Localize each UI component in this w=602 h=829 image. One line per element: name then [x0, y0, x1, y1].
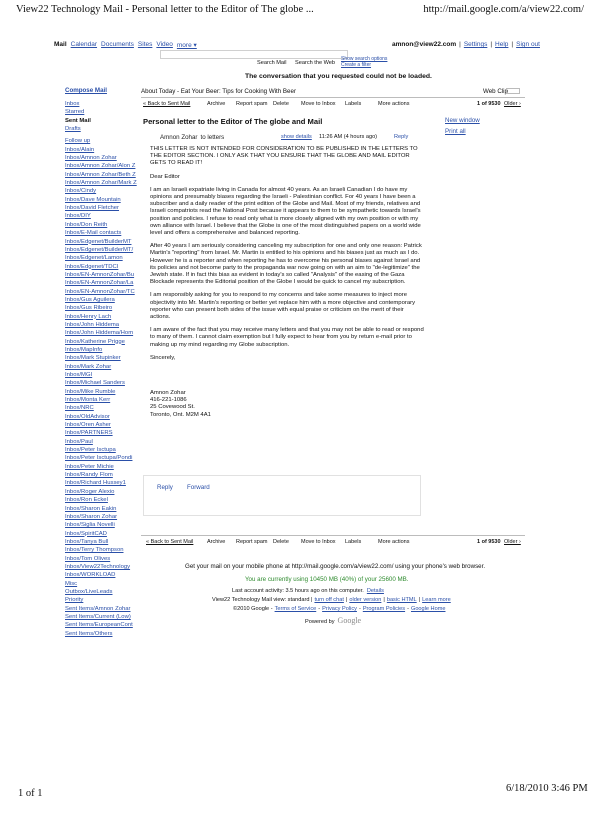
sidebar-item[interactable]: Inbox/PARTNERS: [65, 430, 113, 437]
print-all-link[interactable]: Print all: [445, 128, 466, 135]
signout-link[interactable]: Sign out: [516, 41, 540, 48]
help-link[interactable]: Help: [495, 41, 509, 48]
account-bar: amnon@view22.com | Settings | Help | Sign out: [392, 41, 540, 48]
message-paragraph: Dear Editor: [150, 173, 180, 180]
sidebar-item[interactable]: Inbox/Siglia Novelli: [65, 522, 115, 529]
message-paragraph: I am responsibly asking for you to respond to my concerns and take some measures to inject more objectivity into Mr. Martin's reporting or better yet replace him with a more objective and contemporary reporter who can present both sides of the issue with equal praise or criticism on the merit of their actions.: [150, 292, 416, 321]
web-clip-label: Web Clip: [483, 88, 508, 95]
powered-by-text: Powered by: [305, 619, 335, 625]
sidebar-item[interactable]: Inbox/Gus Aguilera: [65, 296, 115, 303]
sidebar-item[interactable]: Inbox/Don Reith: [65, 221, 108, 228]
sidebar-item[interactable]: Priority: [65, 597, 84, 604]
archive-button-top[interactable]: Archive: [207, 101, 226, 107]
web-clip-pager[interactable]: [506, 88, 520, 94]
nav-sites[interactable]: Sites: [137, 41, 153, 48]
sidebar-item[interactable]: Inbox/Edgenet/BuilderMT: [65, 238, 132, 245]
sidebar-item[interactable]: Inbox/Mike Rumble: [65, 388, 116, 395]
view-mode-text: View22 Technology Mail view: standard |: [212, 597, 313, 603]
sidebar-item[interactable]: Inbox/Peter Isctupa: [65, 447, 116, 454]
sidebar-item[interactable]: Inbox/Mark Zohar: [65, 363, 112, 370]
privacy-link[interactable]: Privacy Policy: [322, 606, 357, 612]
sidebar-item[interactable]: Inbox/Monta Kerr: [65, 397, 111, 404]
sidebar-item[interactable]: Inbox/Ron Eckel: [65, 497, 108, 504]
sidebar-item[interactable]: Sent Mail: [65, 117, 91, 124]
move-to-inbox-button-bottom[interactable]: Move to Inbox: [301, 539, 336, 545]
sidebar-item[interactable]: Inbox/Edgenet/Lamon: [65, 255, 123, 262]
account-email: amnon@view22.com: [392, 41, 457, 48]
sidebar-item[interactable]: Inbox/Michael Sanders: [65, 380, 125, 387]
sidebar-item[interactable]: Inbox/Cindy: [65, 188, 97, 195]
terms-link[interactable]: Terms of Service: [274, 606, 317, 612]
archive-button-bottom[interactable]: Archive: [207, 539, 226, 545]
details-link[interactable]: Details: [366, 588, 384, 594]
forward-button[interactable]: Forward: [187, 484, 210, 491]
sidebar-item[interactable]: Inbox/Sharon Zohar: [65, 513, 118, 520]
sidebar-item[interactable]: Inbox/John Hiddema/Hom: [65, 330, 134, 337]
message-subject: Personal letter to the Editor of The globe and Mail: [143, 117, 323, 126]
sidebar-item[interactable]: Inbox/Mark Stupinker: [65, 355, 121, 362]
google-logo: Google: [337, 616, 362, 625]
sidebar-item[interactable]: Drafts: [65, 126, 81, 133]
delete-button-bottom[interactable]: Delete: [273, 539, 289, 545]
sidebar-item[interactable]: Inbox: [65, 101, 80, 107]
sidebar-item[interactable]: Inbox/OldAdvisor: [65, 413, 110, 420]
web-clip-text[interactable]: About Today - Eat Your Beer: Tips for Cooking With Beer: [141, 88, 296, 95]
nav-mail[interactable]: Mail: [54, 41, 67, 48]
signature-line: 416-221-1086: [150, 397, 187, 404]
sidebar-item[interactable]: Sent Items/Amnon Zohar: [65, 605, 131, 612]
sidebar-item[interactable]: Inbox/Edgenet/BuilderMT/: [65, 246, 134, 253]
sidebar-item[interactable]: Inbox/Henry Lach: [65, 313, 112, 320]
sidebar-item[interactable]: Misc: [65, 580, 78, 587]
message-paragraph: Sincerely,: [150, 354, 176, 361]
message-count-bottom: 1 of 9530: [477, 539, 501, 545]
sidebar-item[interactable]: Inbox/Paul: [65, 438, 93, 445]
signature: [150, 390, 300, 419]
sidebar-item[interactable]: Inbox/EN-AmnonZohar/La: [65, 280, 134, 287]
compose-mail-link[interactable]: Compose Mail: [65, 87, 107, 94]
sidebar-item[interactable]: Inbox/MGI: [65, 372, 93, 378]
sidebar-item[interactable]: Starred: [65, 109, 85, 116]
basic-html-link[interactable]: basic HTML: [386, 597, 417, 603]
sidebar-item[interactable]: Sent Items/Others: [65, 630, 113, 637]
sidebar-item[interactable]: Inbox/NRC: [65, 405, 94, 412]
message-paragraph: THIS LETTER IS NOT INTENDED FOR CONSIDERATION TO BE PUBLISHED IN THE LETTERS TO THE EDITOR SECTION. I ONLY ASK THAT YOU ENSURE THAT THE GLOBE AND MAIL EDITOR GETS TO READ IT!: [150, 146, 418, 167]
turn-off-chat-link[interactable]: turn off chat: [314, 597, 344, 603]
nav-documents[interactable]: Documents: [101, 41, 134, 48]
sidebar-item[interactable]: Inbox/Amnon Zohar/Beth Z: [65, 171, 136, 178]
sidebar-item[interactable]: Inbox/DIY: [65, 213, 91, 220]
sidebar-item[interactable]: Inbox/John Hiddema: [65, 321, 120, 328]
delete-button-top[interactable]: Delete: [273, 101, 289, 107]
sidebar-item[interactable]: Inbox/Peter Isctupa/Pondi: [65, 455, 133, 462]
report-spam-button-top[interactable]: Report spam: [236, 101, 268, 107]
sender-name[interactable]: Amnon Zohar: [160, 134, 198, 141]
sidebar-item[interactable]: Inbox/EN-AmnonZohar/TC: [65, 288, 135, 295]
older-link-top[interactable]: Older ›: [504, 101, 521, 107]
sidebar-item[interactable]: Inbox/Sharon Eakin: [65, 505, 117, 512]
search-web-button[interactable]: Search the Web: [295, 60, 336, 66]
mobile-notice: Get your mail on your mobile phone at http://mail.google.com/a/view22.com/ using your phone's web browser.: [185, 563, 486, 570]
view-options: View22 Technology Mail view: standard | turn off chat | older version | basic HTML | Learn more: [212, 597, 451, 603]
move-to-inbox-button-top[interactable]: Move to Inbox: [301, 101, 336, 107]
sidebar-item[interactable]: Follow up: [65, 138, 91, 145]
app-nav: [54, 41, 197, 49]
labels-button-top[interactable]: Labels: [345, 101, 362, 107]
sidebar-item[interactable]: Inbox/SpiritCAD: [65, 530, 107, 537]
sidebar-item[interactable]: Inbox/Terry Thompson: [65, 547, 124, 554]
message-paragraph: I am an Israeli expatriate living in Canada for almost 40 years. As an Israeli Canadian I do have my opinions and presumably biases regarding the Israeli - Palestinian conflict. For 40 years I have been a subscriber and a daily reader of the print edition of the Globe and Mail. Most of my friends, relatives and Israeli compatriots read the National Post because it appears to them to be sympathetic towards Israel's position and policies. I refuse to read only what is more closely aligned with my own position or with my own alliance with Israel. I believe that the Globe is one of the most distinguished papers on a world wide level and offers a comprehensive and balanced reporting.: [150, 186, 421, 237]
sidebar-item[interactable]: Inbox/Tanya Bull: [65, 538, 109, 545]
sidebar-item[interactable]: Inbox/Katherine Prigge: [65, 338, 125, 345]
google-home-link[interactable]: Google Home: [410, 606, 446, 612]
sidebar-item[interactable]: Inbox/Richard Hussey1: [65, 480, 126, 487]
sidebar-item[interactable]: Sent Items/Current (Low): [65, 613, 131, 620]
more-actions-button-bottom[interactable]: More actions: [378, 539, 410, 545]
message-paragraph: I am aware of the fact that you may receive many letters and that you may not be able to read or respond to many of them. I cannot claim exemption but I fully expect to hear from you by return e-mail prior to making up my mind regarding my Globe subscription.: [150, 327, 424, 348]
learn-more-link[interactable]: Learn more: [422, 597, 451, 603]
sidebar-item[interactable]: Inbox/Peter Michie: [65, 463, 114, 470]
sidebar-item[interactable]: Inbox/Gus Ribeiro: [65, 305, 113, 312]
sidebar-item[interactable]: Inbox/E-Mail contacts: [65, 230, 122, 237]
search-mail-button[interactable]: Search Mail: [257, 60, 287, 66]
recipient: to letters: [200, 134, 225, 141]
sidebar-item[interactable]: Inbox/Amnon Zohar/Alon Z: [65, 163, 136, 170]
sidebar-item[interactable]: Inbox/View22Technology: [65, 563, 131, 570]
error-notice: The conversation that you requested could not be loaded.: [245, 73, 432, 80]
sidebar-item[interactable]: Inbox/Edgenet/TDCI: [65, 263, 119, 270]
message-count-top: 1 of 9530: [477, 101, 501, 107]
create-filter-link[interactable]: Create a filter: [341, 62, 372, 68]
more-actions-button-top[interactable]: More actions: [378, 101, 410, 107]
message-paragraph: After 40 years I am seriously considering canceling my subscription for one and only one reason: Patrick Martin's "reporting" from Israel. Mr. Martin is entitled to his opinions and his biases just as much as I do. However he is a reporter and when reporting he has to overcome his personal biases against Israel and its policies and not become party to the propaganda war now going on with an aim to "de-legitimize" the Jewish state. If in fact this bias as evident in today's so called "Analysis" of the easing of the Gaza Blockade represents the Editorial position of the Globe I would be quick to cancel my subscription.: [150, 243, 422, 286]
nav-more[interactable]: more ▾: [176, 42, 197, 49]
older-version-link[interactable]: older version: [349, 597, 382, 603]
settings-link[interactable]: Settings: [463, 41, 488, 48]
label-sidebar: [65, 100, 143, 638]
activity-text: Last account activity: 3.5 hours ago on this computer.: [232, 588, 364, 594]
signature-line: Toronto, Ont. M2M 4A1: [150, 411, 211, 418]
print-url: http://mail.google.com/a/view22.com/: [423, 4, 584, 15]
nav-calendar[interactable]: Calendar: [70, 41, 98, 48]
sidebar-item[interactable]: Inbox/EN-AmnonZohar/Bu: [65, 271, 135, 278]
copyright-text: ©2010 Google -: [233, 606, 273, 612]
sidebar-item[interactable]: Inbox/MapInfo: [65, 346, 103, 353]
sidebar-item[interactable]: Outbox/LiveLeads: [65, 588, 113, 595]
powered-by: [305, 616, 361, 625]
reply-link-header[interactable]: Reply: [394, 134, 409, 140]
sidebar-item[interactable]: Inbox/David Fletcher: [65, 205, 120, 212]
show-details-link[interactable]: show details: [281, 134, 312, 140]
sidebar-item[interactable]: Inbox/Amnon Zohar/Mark Z: [65, 180, 137, 187]
sidebar-item[interactable]: Inbox/Roger Alexio: [65, 488, 115, 495]
message-body: [150, 146, 425, 368]
signature-line: 25 Covewood St.: [150, 404, 195, 411]
new-window-link[interactable]: New window: [445, 117, 480, 124]
legal-links: ©2010 Google - Terms of Service - Privacy Policy - Program Policies - Google Home: [233, 606, 446, 612]
sidebar-item[interactable]: Inbox/Amnon Zohar: [65, 155, 117, 162]
program-policies-link[interactable]: Program Policies: [362, 606, 406, 612]
older-link-bottom[interactable]: Older ›: [504, 539, 521, 545]
report-spam-button-bottom[interactable]: Report spam: [236, 539, 268, 545]
print-datetime: 6/18/2010 3:46 PM: [506, 783, 588, 794]
sidebar-item[interactable]: Inbox/WORKLOAD: [65, 572, 116, 579]
sidebar-item[interactable]: Sent Items/EuropeanCont: [65, 622, 133, 629]
signature-line: Amnon Zohar: [150, 390, 186, 396]
back-to-sent-link-bottom[interactable]: « Back to Sent Mail: [146, 539, 194, 545]
labels-button-bottom[interactable]: Labels: [345, 539, 362, 545]
message-header: [160, 134, 224, 141]
reply-box: [143, 475, 421, 516]
message-time: 11:26 AM (4 hours ago): [319, 134, 378, 140]
account-activity: [232, 588, 384, 594]
print-page-number: 1 of 1: [18, 788, 43, 799]
search-input[interactable]: [160, 50, 348, 59]
sidebar-item[interactable]: Inbox/Alain: [65, 146, 95, 153]
sidebar-item[interactable]: Inbox/Tom Olives: [65, 555, 111, 562]
sidebar-item[interactable]: Inbox/Dave Mountain: [65, 196, 121, 203]
back-to-sent-link-top[interactable]: « Back to Sent Mail: [143, 101, 191, 107]
reply-button[interactable]: Reply: [157, 484, 173, 491]
print-title: View22 Technology Mail - Personal letter to the Editor of The globe ...: [16, 4, 314, 15]
sidebar-item[interactable]: Inbox/Randy Flom: [65, 472, 113, 479]
sidebar-item[interactable]: Inbox/Oren Asher: [65, 422, 111, 429]
storage-usage: You are currently using 10450 MB (40%) of your 25600 MB.: [245, 576, 409, 583]
show-search-options-link[interactable]: Show search options: [341, 56, 388, 62]
nav-video[interactable]: Video: [156, 41, 173, 48]
